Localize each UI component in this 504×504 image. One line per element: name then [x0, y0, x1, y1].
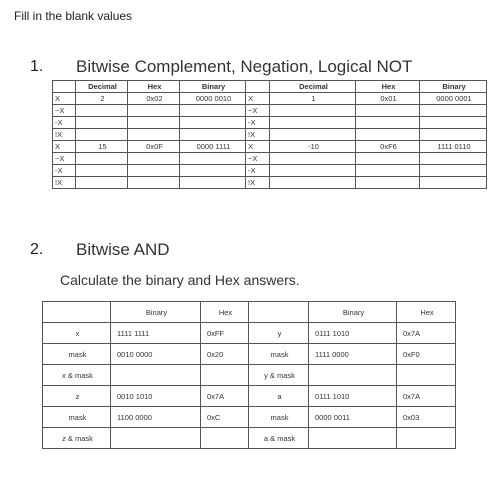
table-row: [53, 177, 487, 189]
hex-cell[interactable]: [201, 365, 249, 386]
row-label: mask: [43, 407, 111, 428]
hex-cell[interactable]: [356, 117, 420, 129]
row-label: X: [53, 93, 76, 105]
binary-cell: 1111 1111: [111, 323, 201, 344]
table-row: [53, 153, 487, 165]
hex-cell[interactable]: [128, 177, 180, 189]
hex-cell[interactable]: [397, 428, 456, 449]
table-row: [53, 165, 487, 177]
binary-cell: 1111 0000: [309, 344, 397, 365]
header-cell: [53, 81, 76, 93]
row-label: ~X: [246, 153, 270, 165]
decimal-cell[interactable]: [270, 117, 356, 129]
row-label: -X: [246, 117, 270, 129]
row-label: mask: [249, 344, 309, 365]
hex-cell[interactable]: [356, 165, 420, 177]
binary-cell[interactable]: [420, 165, 487, 177]
binary-cell: 0111 1010: [309, 386, 397, 407]
hex-cell: 0x7A: [397, 323, 456, 344]
hex-cell[interactable]: [128, 165, 180, 177]
binary-cell: 0010 1010: [111, 386, 201, 407]
header-cell: Binary: [420, 81, 487, 93]
binary-cell[interactable]: [111, 428, 201, 449]
hex-cell: 0x02: [128, 93, 180, 105]
binary-cell[interactable]: [180, 129, 246, 141]
table-row: [53, 93, 487, 105]
binary-cell[interactable]: [420, 177, 487, 189]
decimal-cell: 2: [76, 93, 128, 105]
section1-title: Bitwise Complement, Negation, Logical NOT: [76, 57, 413, 76]
decimal-cell: -10: [270, 141, 356, 153]
binary-cell[interactable]: [111, 365, 201, 386]
hex-cell[interactable]: [128, 105, 180, 117]
row-label: !X: [246, 177, 270, 189]
table-row: [43, 323, 456, 344]
decimal-cell: 15: [76, 141, 128, 153]
binary-cell[interactable]: [309, 428, 397, 449]
decimal-cell[interactable]: [76, 153, 128, 165]
hex-cell[interactable]: [128, 117, 180, 129]
decimal-cell[interactable]: [76, 105, 128, 117]
header-cell: Hex: [356, 81, 420, 93]
row-label: -X: [246, 165, 270, 177]
row-label: a & mask: [249, 428, 309, 449]
binary-cell[interactable]: [180, 177, 246, 189]
decimal-cell[interactable]: [270, 129, 356, 141]
table-row: [43, 365, 456, 386]
decimal-cell[interactable]: [270, 177, 356, 189]
bitwise-and-table: [42, 301, 456, 449]
hex-cell: 0xFF: [201, 323, 249, 344]
section2-number: 2.: [30, 241, 44, 258]
hex-cell[interactable]: [356, 177, 420, 189]
row-label: a: [249, 386, 309, 407]
decimal-cell[interactable]: [270, 165, 356, 177]
table-row: [43, 407, 456, 428]
table-row: [43, 386, 456, 407]
table-header-row: [43, 302, 456, 323]
row-label: x: [43, 323, 111, 344]
row-label: X: [53, 141, 76, 153]
row-label: X: [246, 93, 270, 105]
decimal-cell[interactable]: [76, 129, 128, 141]
row-label: -X: [53, 117, 76, 129]
row-label: X: [246, 141, 270, 153]
table-row: [53, 141, 487, 153]
binary-cell: 0010 0000: [111, 344, 201, 365]
header-cell: Hex: [201, 302, 249, 323]
hex-cell[interactable]: [356, 153, 420, 165]
decimal-cell[interactable]: [270, 153, 356, 165]
binary-cell[interactable]: [180, 117, 246, 129]
table-row: [53, 105, 487, 117]
section1-number: 1.: [30, 58, 44, 75]
row-label: !X: [246, 129, 270, 141]
instruction-text: Fill in the blank values: [14, 9, 133, 23]
row-label: y & mask: [249, 365, 309, 386]
table-row: [43, 428, 456, 449]
header-cell: Hex: [397, 302, 456, 323]
header-cell: Decimal: [76, 81, 128, 93]
binary-cell[interactable]: [420, 153, 487, 165]
row-label: mask: [249, 407, 309, 428]
decimal-cell[interactable]: [76, 177, 128, 189]
binary-cell: 0000 1111: [180, 141, 246, 153]
hex-cell: 0x0F: [128, 141, 180, 153]
hex-cell[interactable]: [397, 365, 456, 386]
header-cell: [249, 302, 309, 323]
row-label: x & mask: [43, 365, 111, 386]
table-row: [53, 129, 487, 141]
header-cell: [246, 81, 270, 93]
row-label: !X: [53, 177, 76, 189]
row-label: z: [43, 386, 111, 407]
row-label: -X: [53, 165, 76, 177]
binary-cell[interactable]: [180, 165, 246, 177]
header-cell: Binary: [111, 302, 201, 323]
binary-cell: 0111 1010: [309, 323, 397, 344]
hex-cell[interactable]: [356, 105, 420, 117]
binary-cell[interactable]: [420, 117, 487, 129]
row-label: ~X: [53, 105, 76, 117]
hex-cell: 0xF6: [356, 141, 420, 153]
header-cell: Binary: [309, 302, 397, 323]
hex-cell: 0x7A: [201, 386, 249, 407]
section2-title: Bitwise AND: [76, 240, 170, 259]
binary-cell[interactable]: [180, 153, 246, 165]
table-row: [53, 117, 487, 129]
header-cell: Binary: [180, 81, 246, 93]
hex-cell[interactable]: [201, 428, 249, 449]
binary-cell[interactable]: [420, 129, 487, 141]
hex-cell[interactable]: [356, 129, 420, 141]
decimal-cell[interactable]: [270, 105, 356, 117]
binary-cell: 1100 0000: [111, 407, 201, 428]
hex-cell: 0x01: [356, 93, 420, 105]
row-label: y: [249, 323, 309, 344]
row-label: ~X: [246, 105, 270, 117]
binary-cell[interactable]: [420, 105, 487, 117]
table-header-row: [53, 81, 487, 93]
row-label: mask: [43, 344, 111, 365]
hex-cell: 0x7A: [397, 386, 456, 407]
decimal-cell[interactable]: [76, 117, 128, 129]
decimal-cell[interactable]: [76, 165, 128, 177]
binary-cell: 1111 0110: [420, 141, 487, 153]
binary-cell: 0000 0010: [180, 93, 246, 105]
table-row: [43, 344, 456, 365]
row-label: ~X: [53, 153, 76, 165]
binary-cell: 0000 0001: [420, 93, 487, 105]
header-cell: [43, 302, 111, 323]
binary-cell[interactable]: [309, 365, 397, 386]
row-label: z & mask: [43, 428, 111, 449]
complement-table: [52, 80, 487, 189]
hex-cell: 0x20: [201, 344, 249, 365]
hex-cell: 0x03: [397, 407, 456, 428]
hex-cell: 0xC: [201, 407, 249, 428]
header-cell: Decimal: [270, 81, 356, 93]
binary-cell[interactable]: [180, 105, 246, 117]
hex-cell[interactable]: [128, 129, 180, 141]
binary-cell: 0000 0011: [309, 407, 397, 428]
section2-subtitle: Calculate the binary and Hex answers.: [60, 272, 300, 288]
header-cell: Hex: [128, 81, 180, 93]
hex-cell[interactable]: [128, 153, 180, 165]
decimal-cell: 1: [270, 93, 356, 105]
row-label: !X: [53, 129, 76, 141]
hex-cell: 0xF0: [397, 344, 456, 365]
